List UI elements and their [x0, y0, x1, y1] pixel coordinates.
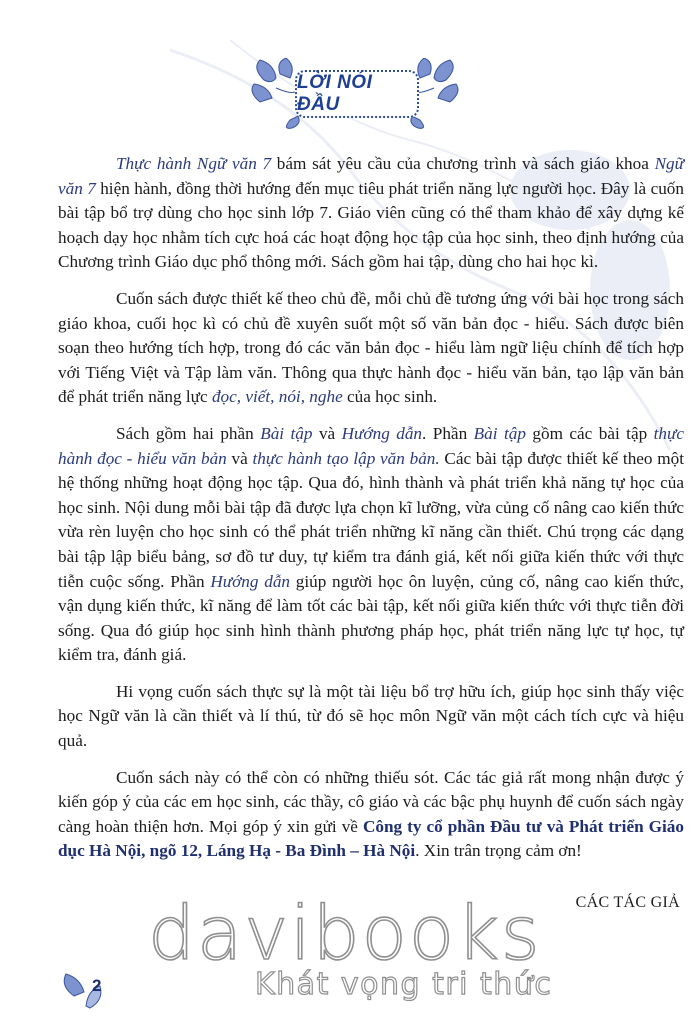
section-name-italic: Hướng dẫn — [341, 423, 423, 443]
authors-signature: CÁC TÁC GIẢ — [575, 894, 680, 911]
paragraph-text: gồm các bài tập — [525, 423, 654, 443]
paragraph-text: và — [226, 448, 253, 468]
paragraph-text: Hi vọng cuốn sách thực sự là một tài liệu bổ trợ hữu ích, giúp học sinh thấy việc học Ngữ văn là cần thiết và lí thú, từ đó sẽ học môn Ngữ văn một cách tích cực và hiệu quả. — [58, 681, 684, 751]
page-number: 2 — [92, 976, 102, 995]
book-title-italic: Ngữ văn 7 — [58, 154, 684, 198]
watermark-slogan: Khát vọng tri thức — [255, 967, 553, 1002]
paragraph-text: và — [312, 423, 342, 443]
paragraph-text: Các bài tập được thiết kế theo một hệ thống những hoạt động học tập. Qua đó, hình thành và phát triển khả năng tự học của học sinh. Nội dung mỗi bài tập đã được lựa chọn kĩ lưỡng, vừa củng cố nâng cao kiến thức vừa rèn luyện cho học sinh có thể phát triển những kĩ năng cần thiết. Chú trọng các dạng bài tập lập biểu bảng, sơ đồ tư duy, tự kiểm tra đánh giá, kết nối giữa kiến thức với thực tiễn cuộc sống. Phần — [58, 448, 684, 591]
publisher-address-bold: Công ty cổ phần Đầu tư và Phát triển Giáo dục Hà Nội, ngõ 12, Láng Hạ - Ba Đình – Hà Nội — [58, 816, 684, 861]
paragraph-text: hiện hành, đồng thời hướng đến mục tiêu phát triển năng lực người học. Đây là cuốn bài tập bổ trợ dùng cho học sinh lớp 7. Giáo viên cũng có thể tham khảo để xây dựng kế hoạch dạy học nhằm tích cực hoá các hoạt động học tập của học sinh, theo định hướng của Chương trình Giáo dục phổ thông mới. Sách gồm hai tập, dùng cho hai học kì. — [58, 178, 684, 272]
watermark-brand: davibooks — [148, 891, 542, 977]
title-box — [295, 70, 419, 118]
title-banner — [250, 58, 460, 130]
paragraph-text: Cuốn sách này có thể còn có những thiếu sót. Các tác giả rất mong nhận được ý kiến góp ý của các em học sinh, các thầy, cô giáo và các bậc phụ huynh để cuốn sách ngày càng hoàn thiện hơn. Mọi góp ý xin gửi về — [58, 767, 684, 836]
page-title: LỜI NÓI ĐẦU — [297, 72, 373, 115]
paragraph-3 — [58, 422, 684, 668]
skills-italic: đọc, viết, nói, nghe — [211, 387, 343, 407]
paragraph-text: . Phần — [422, 423, 474, 443]
page-number-badge — [60, 966, 124, 1010]
paragraph-text: Cuốn sách được thiết kế theo chủ đề, mỗi chủ đề tương ứng với bài học trong sách giáo khoa, cuối học kì có chủ đề xuyên suốt một số văn bản đọc - hiểu. Sách được biên soạn theo hướng tích hợp, trong đó các văn bản đọc - hiểu làm ngữ liệu chính để tích hợp với Tiếng Việt và Tập làm văn. Thông qua thực hành đọc - hiểu văn bản, tạo lập văn bản để phát triển năng lực — [58, 288, 684, 407]
paragraph-text: Sách gồm hai phần — [116, 423, 261, 443]
paragraph-text: . Xin trân trọng cảm ơn! — [415, 841, 582, 861]
book-title-italic: Thực hành Ngữ văn 7 — [116, 154, 272, 173]
paragraph-text: giúp người học ôn luyện, củng cố, nâng cao kiến thức, vận dụng kiến thức, kĩ năng để làm tốt các bài tập, kết nối giữa kiến thức với thực tiễn đời sống. Qua đó giúp học sinh hình thành phương pháp học, phát triển năng lực tự học, tự kiểm tra, đánh giá. — [58, 571, 684, 665]
paragraph-1 — [58, 152, 684, 275]
paragraph-5 — [58, 766, 684, 864]
preface-body — [58, 152, 684, 876]
section-name-italic: Hướng dẫn — [210, 571, 291, 591]
exercise-type-italic: thực hành đọc - hiểu văn bản — [58, 423, 685, 468]
paragraph-text: bám sát yêu cầu của chương trình và sách giáo khoa — [271, 154, 655, 173]
paragraph-2 — [58, 287, 684, 410]
paragraph-4 — [58, 680, 684, 754]
section-name-italic: Bài tập — [473, 423, 526, 443]
exercise-type-italic: thực hành tạo lập văn bản. — [252, 448, 440, 468]
paragraph-text: của học sinh. — [342, 387, 438, 407]
section-name-italic: Bài tập — [260, 423, 313, 443]
